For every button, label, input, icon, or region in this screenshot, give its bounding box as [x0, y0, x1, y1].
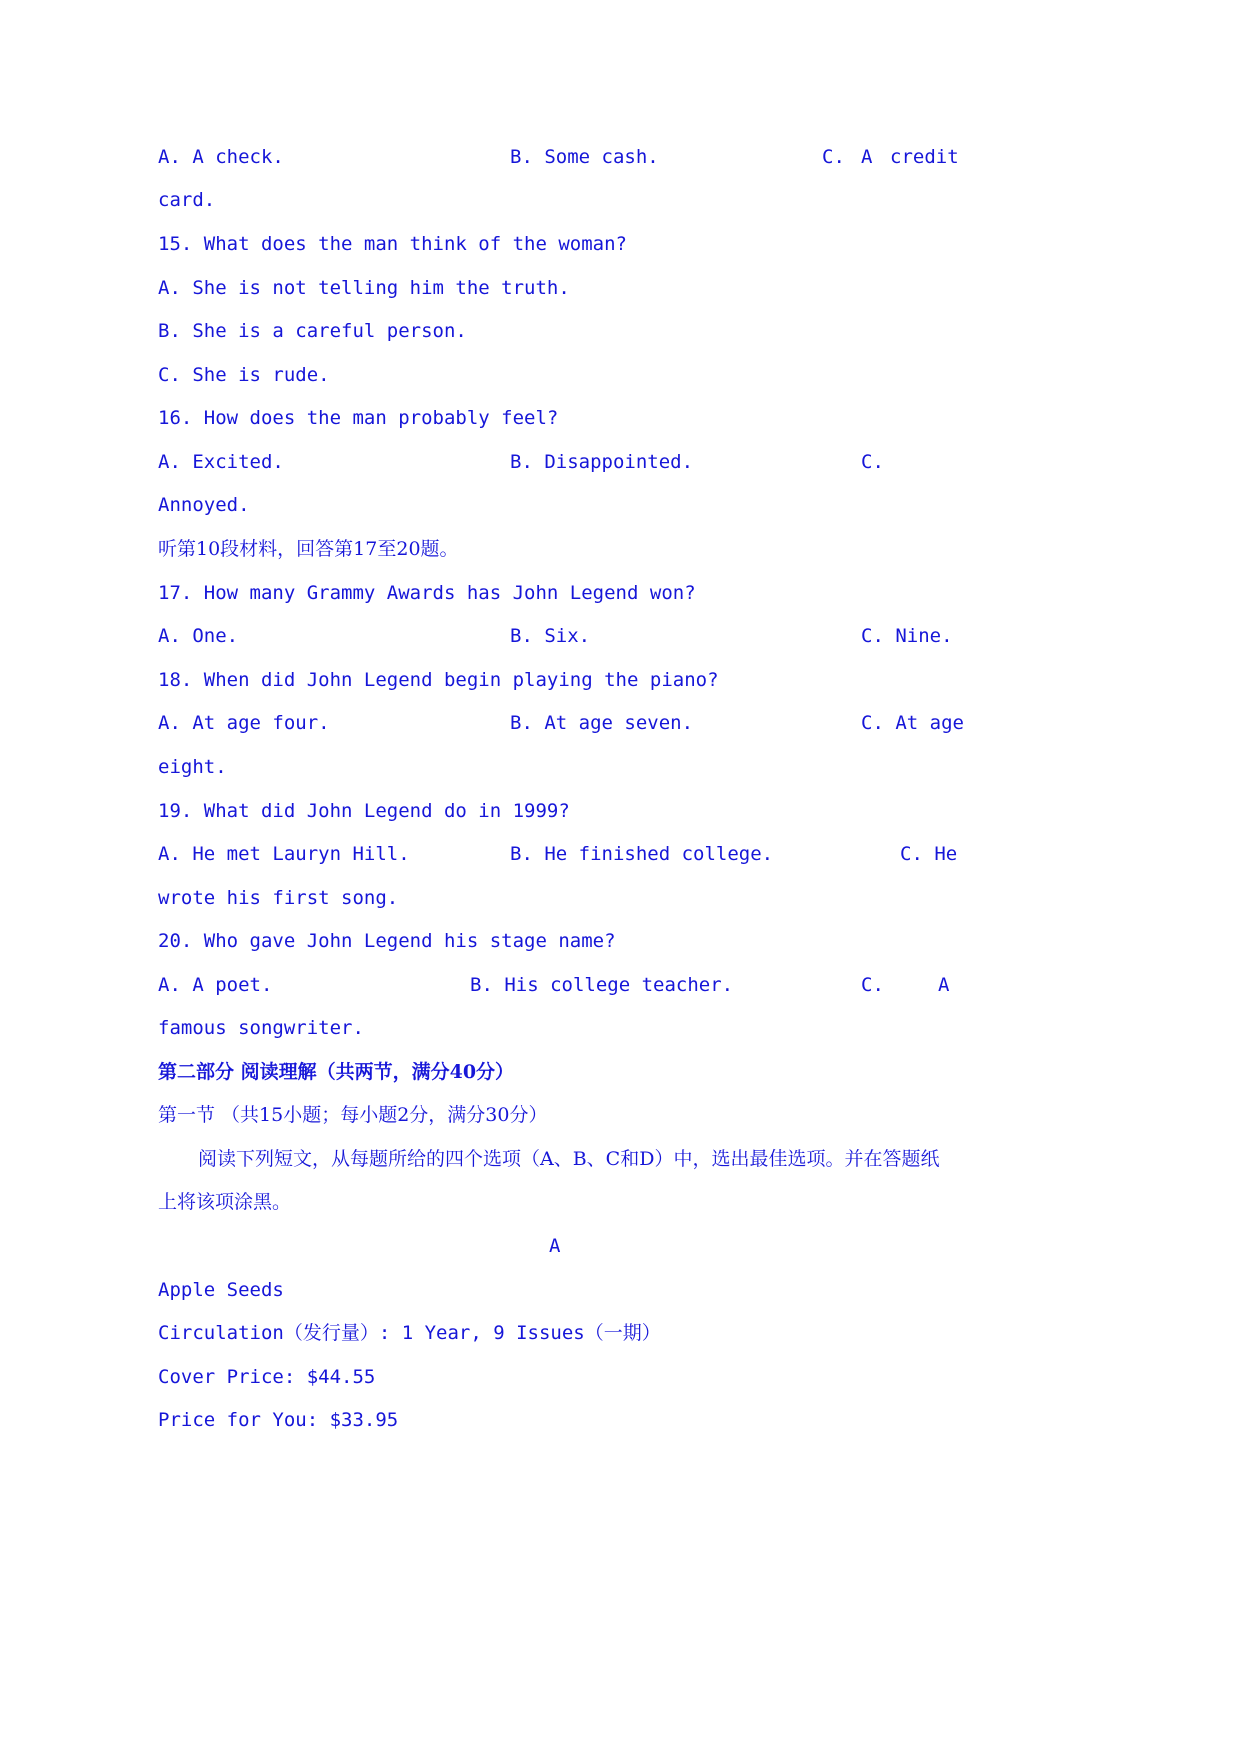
q15-option-c-row	[0, 355, 1241, 395]
section10-heading-row	[0, 529, 1241, 569]
q20-option-c-label: C.	[861, 974, 884, 996]
q14-option-c-word2: credit	[890, 146, 959, 168]
q17-option-b: B. Six.	[510, 625, 591, 647]
q15-option-b-row	[0, 311, 1241, 351]
q16-stem-row	[0, 398, 1241, 438]
q14-option-b: B. Some cash.	[510, 146, 659, 168]
cover-price: Cover Price: $44.55	[158, 1366, 376, 1388]
q18-option-c-wrap-row	[0, 747, 1241, 787]
q17-options-row	[0, 616, 1241, 656]
section10-heading: 听第10段材料，回答第17至20题。	[158, 538, 459, 560]
q20-options-row	[0, 965, 1241, 1005]
your-price-row	[0, 1400, 1241, 1440]
instructions-row-1	[0, 1139, 1241, 1179]
q19-stem-row	[0, 791, 1241, 831]
q15-option-b: B. She is a careful person.	[158, 320, 467, 342]
q20-option-c-wrap: famous songwriter.	[158, 1017, 364, 1039]
q18-option-c-wrap: eight.	[158, 756, 227, 778]
q20-option-c-word: A	[938, 974, 950, 996]
section1-title: 第一节 （共15小题；每小题2分，满分30分）	[158, 1104, 548, 1126]
q18-options-row	[0, 703, 1241, 743]
q14-option-c-label: C.	[822, 146, 845, 168]
q16-stem: 16. How does the man probably feel?	[158, 407, 559, 429]
passage-letter: A	[549, 1235, 561, 1257]
q19-options-row	[0, 834, 1241, 874]
q18-option-c: C. At age	[861, 712, 964, 734]
circulation-text: Circulation（发行量）: 1 Year, 9 Issues（一期）	[158, 1322, 661, 1344]
q18-stem-row	[0, 660, 1241, 700]
q16-option-c-wrap: Annoyed.	[158, 494, 250, 516]
q19-option-c-wrap: wrote his first song.	[158, 887, 399, 909]
q20-option-c-wrap-row	[0, 1008, 1241, 1048]
q15-option-a-row	[0, 268, 1241, 308]
q20-option-a: A. A poet.	[158, 974, 273, 996]
section1-title-row	[0, 1095, 1241, 1135]
passage-title-row	[0, 1270, 1241, 1310]
q18-option-a: A. At age four.	[158, 712, 330, 734]
q18-stem: 18. When did John Legend begin playing the piano?	[158, 669, 719, 691]
q15-stem: 15. What does the man think of the woman?	[158, 233, 627, 255]
cover-price-row	[0, 1357, 1241, 1397]
q14-option-c-wrap-row	[0, 180, 1241, 220]
q17-stem-row	[0, 573, 1241, 613]
q16-option-b: B. Disappointed.	[510, 451, 694, 473]
q16-option-a: A. Excited.	[158, 451, 284, 473]
instructions-row-2	[0, 1182, 1241, 1222]
q15-option-c: C. She is rude.	[158, 364, 330, 386]
passage-title: Apple Seeds	[158, 1279, 284, 1301]
q17-stem: 17. How many Grammy Awards has John Legend won?	[158, 582, 696, 604]
instructions-line-2: 上将该项涂黑。	[158, 1191, 292, 1213]
q16-option-c-label: C.	[861, 451, 884, 473]
q19-option-a: A. He met Lauryn Hill.	[158, 843, 410, 865]
q15-stem-row	[0, 224, 1241, 264]
q16-options-row	[0, 442, 1241, 482]
q16-option-c-wrap-row	[0, 485, 1241, 525]
q20-option-b: B. His college teacher.	[470, 974, 734, 996]
q17-option-a: A. One.	[158, 625, 239, 647]
q14-options-row	[0, 137, 1241, 177]
q19-option-b: B. He finished college.	[510, 843, 774, 865]
q17-option-c: C. Nine.	[861, 625, 953, 647]
q19-stem: 19. What did John Legend do in 1999?	[158, 800, 570, 822]
q19-option-c: C. He	[900, 843, 958, 865]
q20-stem-row	[0, 921, 1241, 961]
q14-option-c-word: A	[861, 146, 873, 168]
q14-option-a: A. A check.	[158, 146, 284, 168]
q18-option-b: B. At age seven.	[510, 712, 694, 734]
q15-option-a: A. She is not telling him the truth.	[158, 277, 570, 299]
instructions-line-1: 阅读下列短文，从每题所给的四个选项（A、B、C和D）中，选出最佳选项。并在答题纸	[198, 1148, 940, 1170]
circulation-row	[0, 1313, 1241, 1353]
part2-title-row	[0, 1052, 1241, 1092]
q19-option-c-wrap-row	[0, 878, 1241, 918]
part2-title: 第二部分 阅读理解（共两节，满分40分）	[158, 1061, 515, 1083]
passage-letter-row	[0, 1226, 1241, 1266]
q20-stem: 20. Who gave John Legend his stage name?	[158, 930, 616, 952]
your-price: Price for You: $33.95	[158, 1409, 399, 1431]
q14-option-c-wrap: card.	[158, 189, 216, 211]
